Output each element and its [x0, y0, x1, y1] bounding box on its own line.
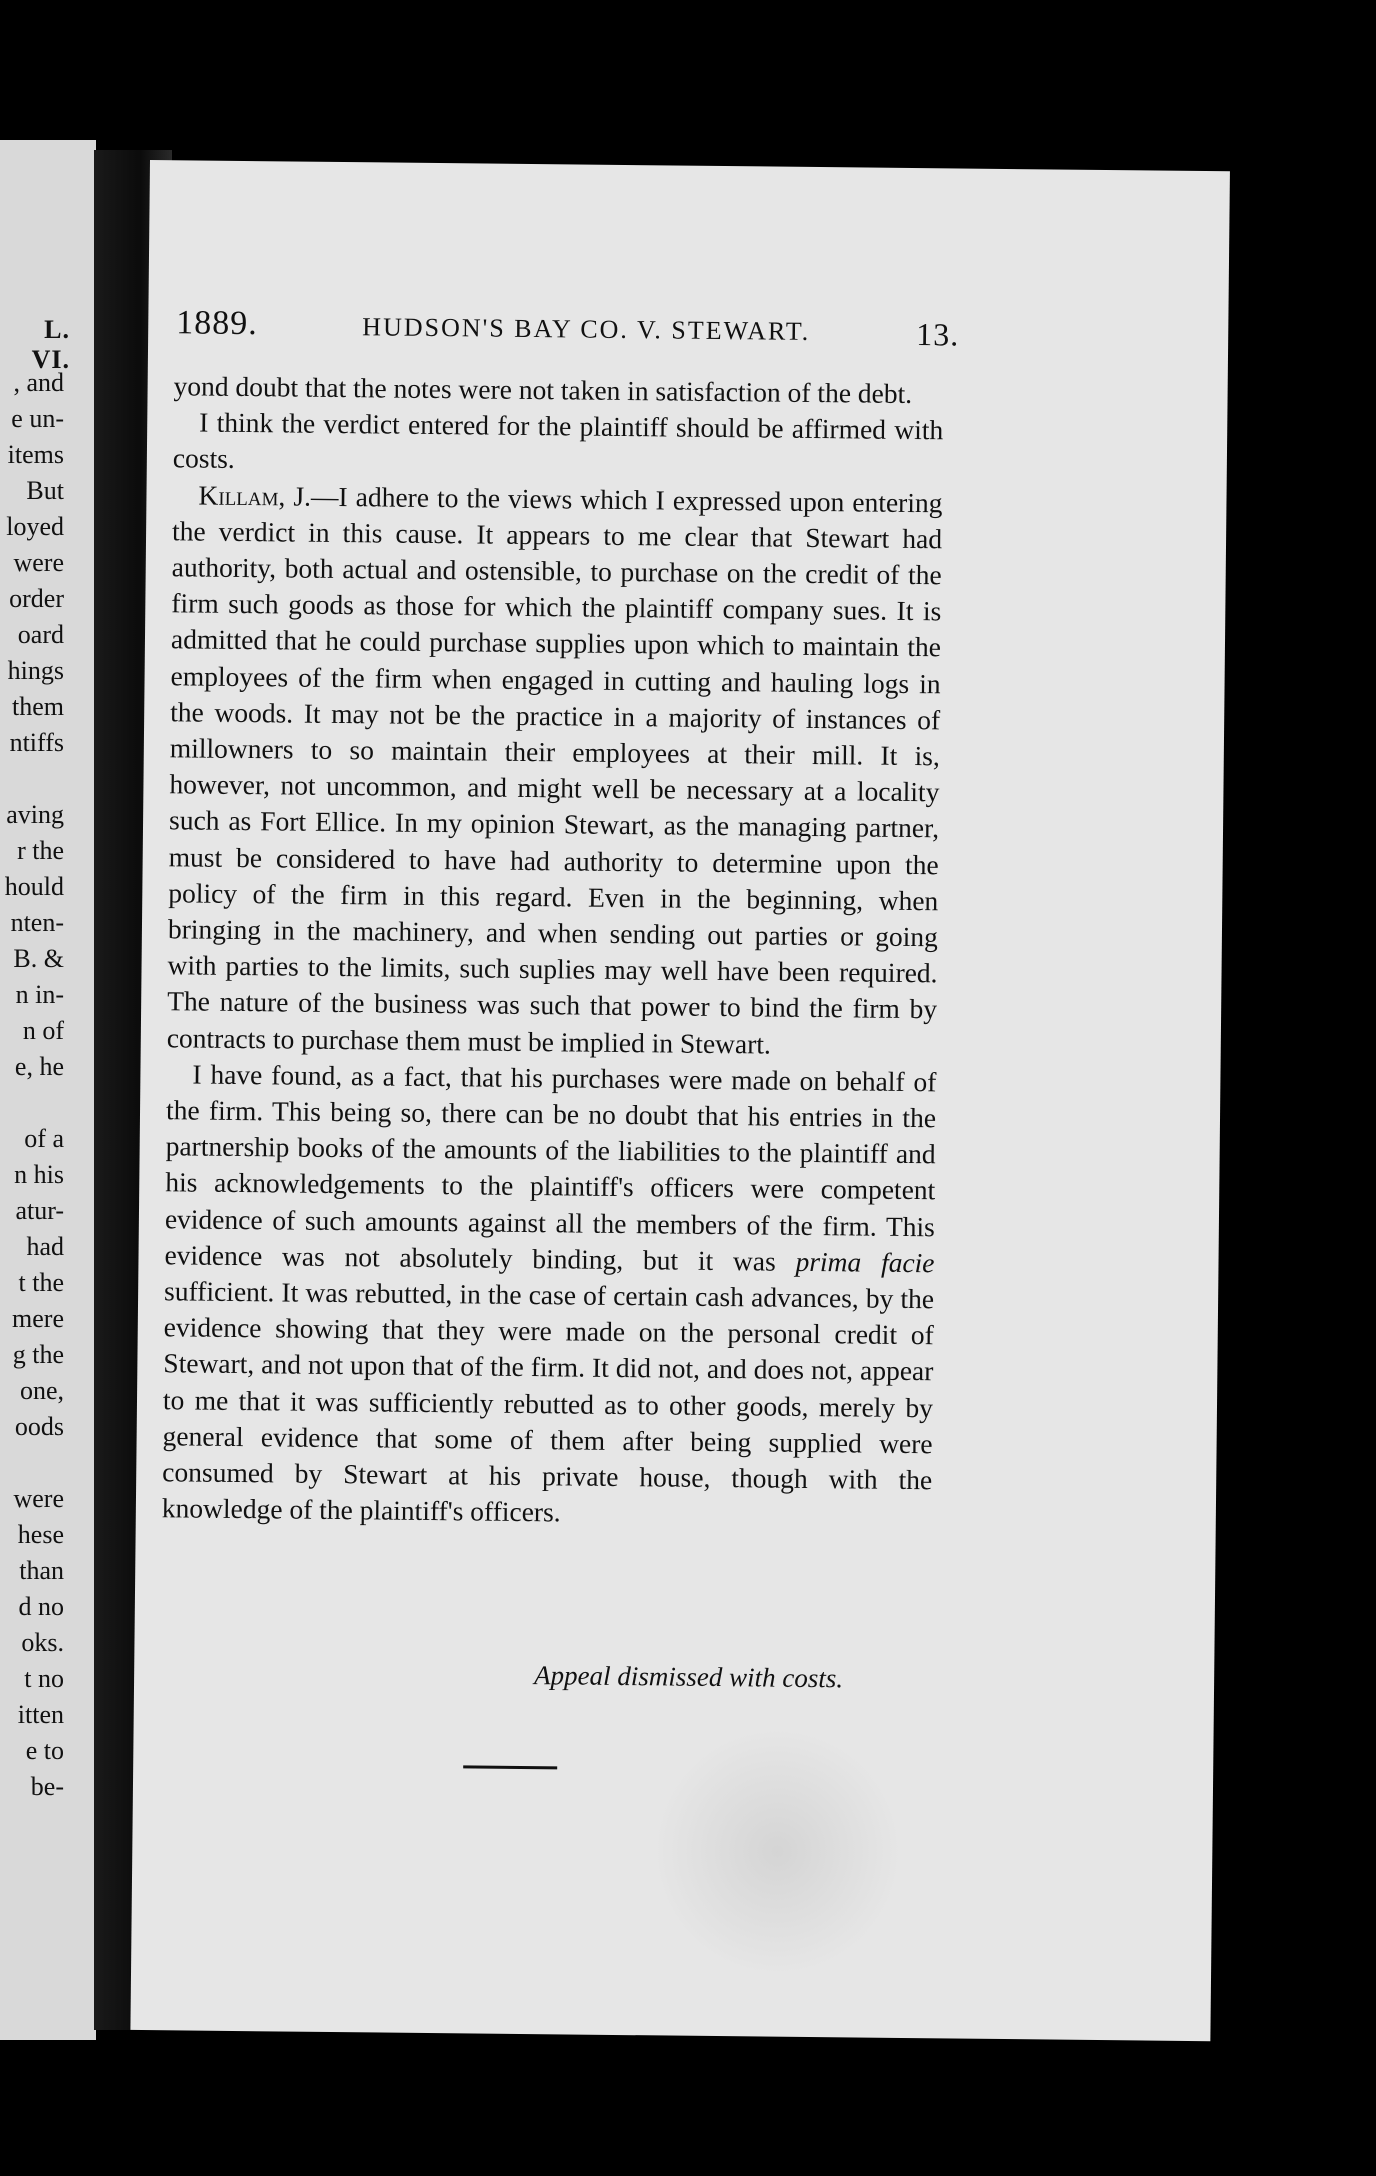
body-text	[162, 368, 944, 1534]
previous-page-fragment: e to	[25, 1736, 64, 1765]
section-rule	[463, 1765, 557, 1769]
previous-page-fragment: than	[19, 1556, 64, 1585]
findings-text-b: sufficient. It was rebutted, in the case of certain cash advances, by the evidence showing that they were made on the personal credit of Stewart, and not upon that of the firm. It did not, and does not, appear to me that it was sufficiently rebutted as to other goods, merely by general evidence that some of them after being supplied were consumed by Stewart at his private house, though with the knowledge of the plaintiff's officers.	[161, 1275, 935, 1528]
previous-page-fragment: were	[13, 1484, 64, 1513]
previous-page-fragment: , and	[13, 368, 64, 397]
previous-page-fragment: t no	[24, 1664, 64, 1693]
latin-phrase: prima facie	[795, 1245, 935, 1279]
previous-page-fragment: e, he	[14, 1052, 64, 1081]
previous-page-fragment: oods	[14, 1412, 64, 1441]
previous-page-fragment: loyed	[6, 512, 64, 541]
previous-page-fragment: hould	[4, 872, 64, 901]
previous-page-line-fragments	[0, 365, 64, 1805]
previous-page-fragment: r the	[17, 836, 64, 865]
previous-page-fragment: order	[9, 584, 64, 613]
killam-opinion-text: —I adhere to the views which I expressed upon entering the verdict in this cause. It appears to me clear that Stewart had authority, both actual and ostensible, to purchase on the credit of the firm such goods as those for which the plaintiff company sues. It is admitted that he could purchase supplies upon which to maintain the employees of the firm when engaged in cutting and hauling logs in the woods. It may not be the practice in a majority of instances of millowners to so maintain their employees at their mill. It is, however, not uncommon, and might well be necessary at a locality such as Fort Ellice. In my opinion Stewart, as the managing partner, must be considered to have had authority to determine upon the policy of the firm in this regard. Even in the beginning, when bringing in the machinery, and when sending out parties or going with parties to the limits, such suplies may well have been required. The nature of the business was such that power to bind the firm by contracts to purchase them must be implied in Stewart.	[166, 480, 943, 1060]
previous-page-fragment: nten-	[10, 908, 64, 937]
previous-page-fragment: d no	[18, 1592, 64, 1621]
previous-page-fragment: items	[7, 440, 64, 469]
previous-page-fragment: n his	[14, 1160, 64, 1189]
previous-page-fragment: g the	[12, 1340, 64, 1369]
previous-page-fragment: n in-	[15, 980, 64, 1009]
paragraph-verdict: I think the verdict entered for the plaintiff should be affirmed with costs.	[172, 406, 944, 475]
previous-page-fragment: of a	[24, 1124, 64, 1153]
paragraph-continuation: yond doubt that the notes were not taken in satisfaction of the debt.	[173, 370, 913, 409]
previous-page-fragment	[0, 1085, 64, 1121]
previous-page-fragment: B. &	[13, 944, 64, 973]
previous-page-fragment: oard	[17, 620, 64, 649]
paragraph-killam-opinion	[167, 477, 943, 1064]
findings-text-a: I have found, as a fact, that his purchases were made on behalf of the firm. This being so, there can be no doubt that his entries in the partnership books of the amounts of the liabilities to the plaintiff and his acknowledgements to the plaintiff's officers were competent evidence of such amounts against all the members of the firm. This evidence was not absolutely binding, but it was	[164, 1058, 937, 1277]
previous-page-fragment: were	[13, 548, 64, 577]
previous-page-fragment: But	[26, 476, 64, 505]
running-head-year: 1889.	[176, 304, 258, 343]
previous-page-fragment: them	[12, 692, 64, 721]
paragraph-findings	[162, 1056, 937, 1535]
previous-page-fragment: oks.	[21, 1628, 64, 1657]
previous-page-fragment: atur-	[15, 1196, 64, 1225]
book-page	[130, 160, 1230, 2041]
previous-page-fragment: n of	[22, 1016, 64, 1045]
running-head-title: HUDSON'S BAY CO. V. STEWART.	[362, 312, 811, 346]
previous-page-fragment: ntiffs	[9, 728, 64, 757]
page-number: 13.	[916, 316, 960, 353]
previous-page-fragment	[0, 1445, 64, 1481]
previous-page-fragment: aving	[6, 800, 64, 829]
judge-name: Killam, J.	[198, 479, 312, 512]
previous-page-edge	[0, 140, 96, 2040]
previous-page-fragment: one,	[19, 1376, 64, 1405]
previous-page-fragment: itten	[17, 1700, 64, 1729]
previous-page-fragment: hings	[7, 656, 64, 685]
previous-page-fragment: had	[26, 1232, 64, 1261]
previous-page-fragment: t the	[18, 1268, 64, 1297]
running-head	[176, 304, 960, 353]
previous-page-header: L. VI.	[31, 315, 70, 374]
previous-page-fragment: be-	[30, 1772, 64, 1801]
page-stain	[651, 1725, 904, 1978]
previous-page-fragment: mere	[12, 1304, 64, 1333]
previous-page-fragment: e un-	[11, 404, 64, 433]
closing-disposition: Appeal dismissed with costs.	[533, 1660, 844, 1694]
previous-page-fragment: hese	[17, 1520, 64, 1549]
previous-page-fragment	[0, 761, 64, 797]
